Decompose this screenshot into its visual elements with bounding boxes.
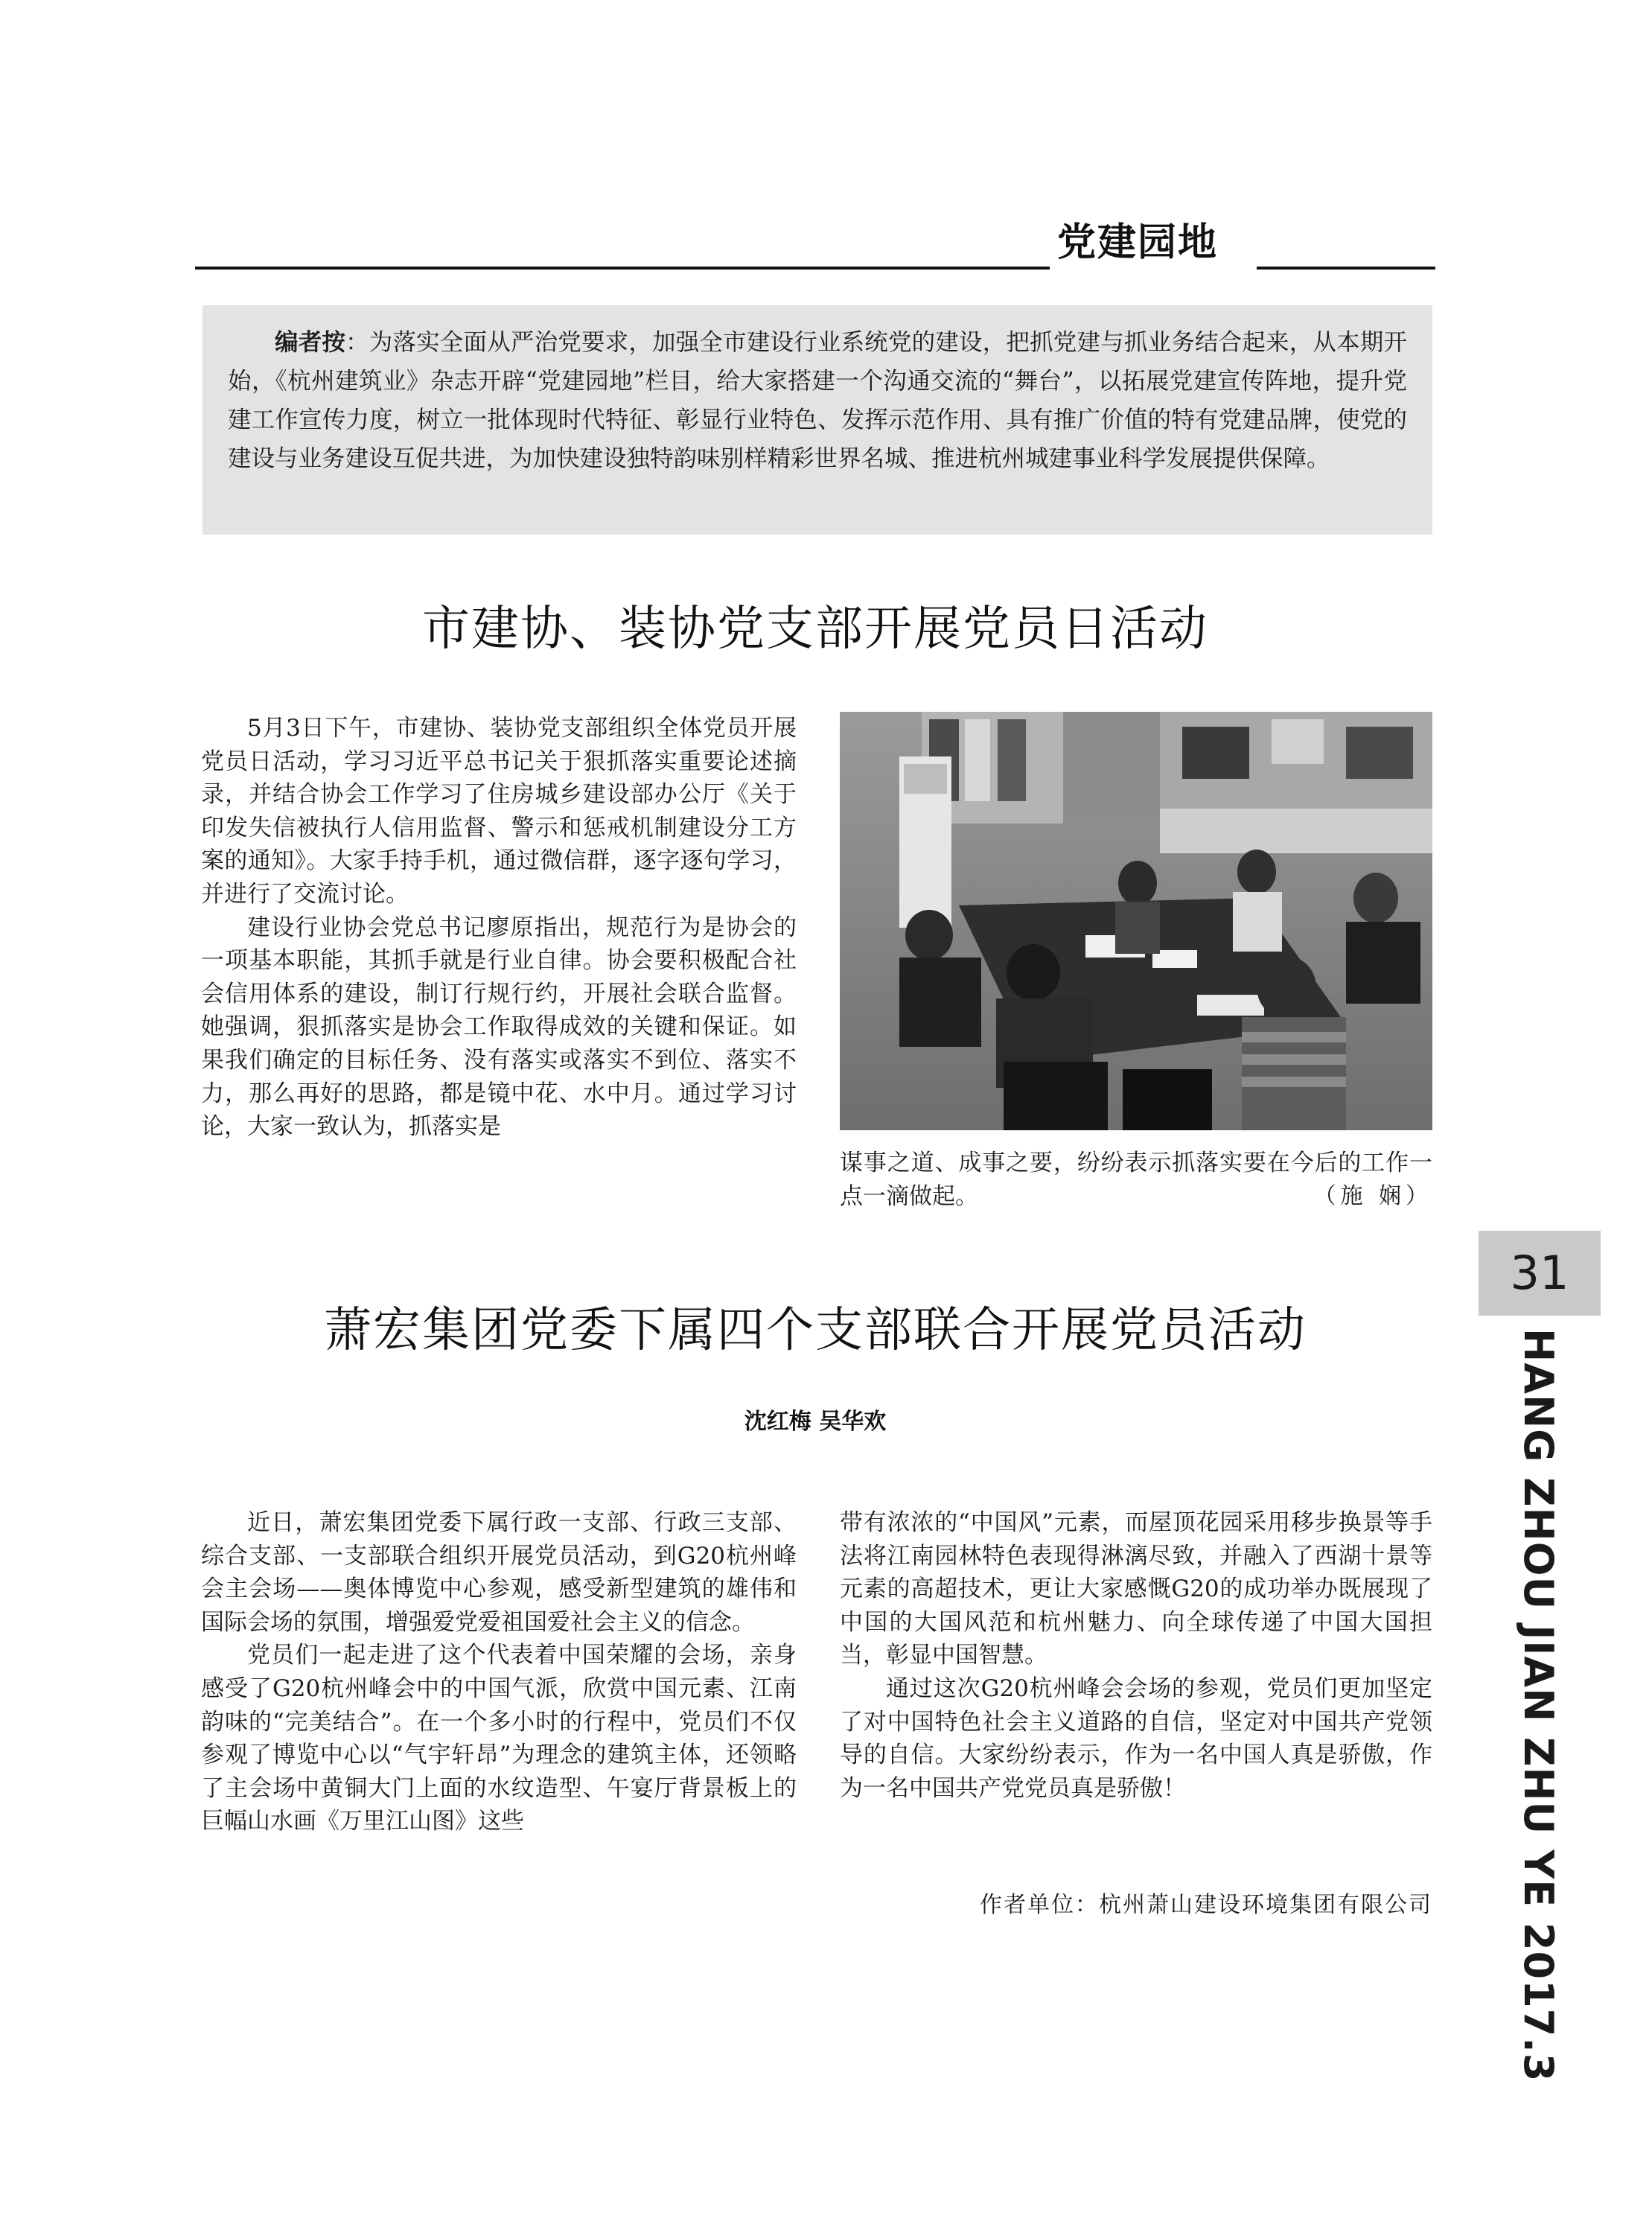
journal-name: HANG ZHOU JIAN ZHU YE 2017.3 — [1515, 1328, 1562, 2083]
editor-note-label: 编者按 — [275, 329, 346, 356]
article1-credit: （施 娴） — [1313, 1182, 1432, 1209]
article2-affiliation: 作者单位：杭州萧山建设环境集团有限公司 — [980, 1892, 1432, 1918]
article2-paragraph-3: 带有浓浓的“中国风”元素，而屋顶花园采用移步换景等手法将江南园林特色表现得淋漓尽致，并融入了西湖十景等元素的高超技术，更让大家感慨G20的成功举办既展现了中国的大国风范和杭州魅力、向全球传递了中国大国担当，彰显中国智慧。 — [840, 1509, 1432, 1669]
article1-photo — [840, 712, 1432, 1130]
section-rule-left — [195, 267, 1050, 270]
article2-paragraph-1: 近日，萧宏集团党委下属行政一支部、行政三支部、综合支部、一支部联合组织开展党员活动，到G20杭州峰会主会场——奥体博览中心参观，感受新型建筑的雄伟和国际会场的氛围，增强爱党爱祖国爱社会主义的信念。 — [201, 1509, 797, 1636]
editor-note-box — [202, 305, 1432, 535]
article2-paragraph-4: 通过这次G20杭州峰会会场的参观，党员们更加坚定了对中国特色社会主义道路的自信，坚定对中国共产党领导的自信。大家纷纷表示，作为一名中国人真是骄傲，作为一名中国共产党党员真是骄傲！ — [840, 1675, 1432, 1802]
meeting-photo-image — [840, 712, 1432, 1130]
article2-authors: 沈红梅 吴华欢 — [744, 1409, 887, 1435]
page-number: 31 — [1479, 1231, 1601, 1316]
article2-title: 萧宏集团党委下属四个支部联合开展党员活动 — [324, 1303, 1307, 1358]
article1-paragraph-2: 建设行业协会党总书记廖原指出，规范行为是协会的一项基本职能，其抓手就是行业自律。协会要积极配合社会信用体系的建设，制订行规行约，开展社会联合监督。她强调，狠抓落实是协会工作取得成效的关键和保证。如果我们确定的目标任务、没有落实或落实不到位、落实不力，那么再好的思路，都是镜中花、水中月。通过学习讨论，大家一致认为，抓落实是 — [201, 914, 797, 1141]
journal-running-title — [1498, 1328, 1580, 2083]
article2-left-column — [201, 1506, 797, 1923]
section-title: 党建园地 — [1057, 220, 1219, 265]
article1-paragraph-1: 5月3日下午，市建协、装协党支部组织全体党员开展党员日活动，学习习近平总书记关于狠抓落实重要论述摘录，并结合协会工作学习了住房城乡建设部办公厅《关于印发失信被执行人信用监督、警示和惩戒机制建设分工方案的通知》。大家手持手机，通过微信群，逐字逐句学习，并进行了交流讨论。 — [201, 715, 797, 908]
article1-body — [201, 712, 797, 1226]
article1-caption: 谋事之道、成事之要，纷纷表示抓落实要在今后的工作一点一滴做起。 — [840, 1150, 1432, 1210]
section-rule-right — [1257, 267, 1435, 270]
article2-paragraph-2: 党员们一起走进了这个代表着中国荣耀的会场，亲身感受了G20杭州峰会中的中国气派，欣赏中国元素、江南韵味的“完美结合”。在一个多小时的行程中，党员们不仅参观了博览中心以“气宇轩昂”为理念的建筑主体，还领略了主会场中黄铜大门上面的水纹造型、午宴厅背景板上的巨幅山水画《万里江山图》这些 — [201, 1642, 797, 1835]
article1-caption-block — [840, 1147, 1432, 1221]
article1-title: 市建协、装协党支部开展党员日活动 — [422, 602, 1208, 657]
editor-note-text — [228, 323, 1407, 478]
article2-right-column — [840, 1506, 1432, 1879]
editor-note-body: ：为落实全面从严治党要求，加强全市建设行业系统党的建设，把抓党建与抓业务结合起来，从本期开始，《杭州建筑业》杂志开辟“党建园地”栏目，给大家搭建一个沟通交流的“舞台”，以拓展党建宣传阵地，提升党建工作宣传力度，树立一批体现时代特征、彰显行业特色、发挥示范作用、具有推广价值的特有党建品牌，使党的建设与业务建设互促共进，为加快建设独特韵味别样精彩世界名城、推进杭州城建事业科学发展提供保障。 — [228, 329, 1407, 472]
